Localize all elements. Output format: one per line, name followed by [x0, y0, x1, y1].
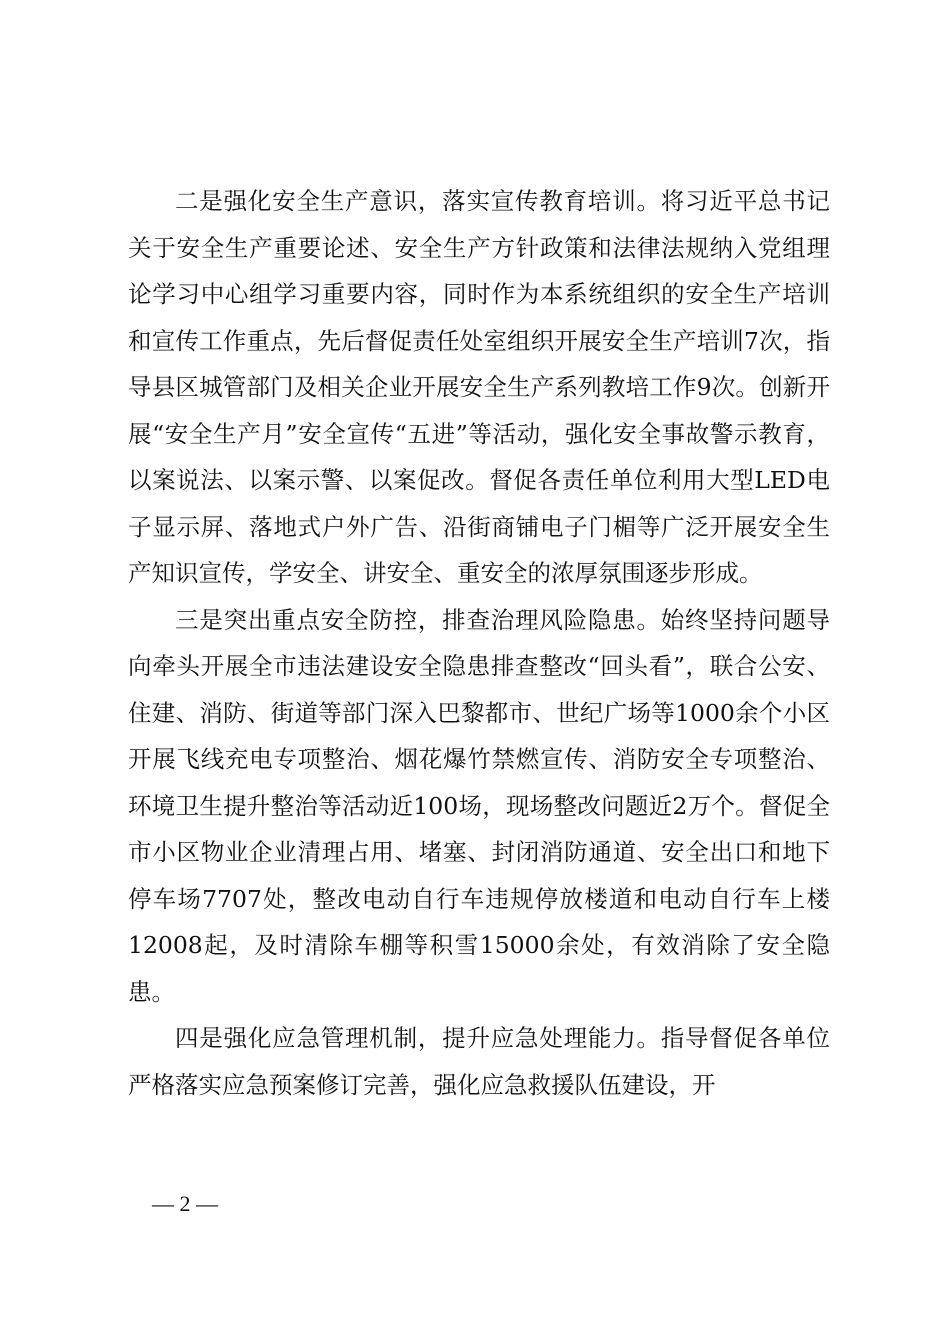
paragraph-emergency-management: 四是强化应急管理机制，提升应急处理能力。指导督促各单位严格落实应急预案修订完善，强化应急救援队伍建设，开 [128, 1024, 830, 1099]
page-number: — 2 — [152, 1191, 218, 1216]
paragraph-safety-education: 二是强化安全生产意识，落实宣传教育培训。将习近平总书记关于安全生产重要论述、安全生产方针政策和法律法规纳入党组理论学习中心组学习重要内容，同时作为本系统组织的安全生产培训和宣传工作重点，先后督促责任处室组织开展安全生产培训7次，指导县区城管部门及相关企业开展安全生产系列教培工作9次。创新开展“安全生产月”安全宣传“五进”等活动，强化安全事故警示教育，以案说法、以案示警、以案促改。督促各责任单位利用大型LED电子显示屏、落地式户外广告、沿街商铺电子门楣等广泛开展安全生产知识宣传，学安全、讲安全、重安全的浓厚氛围逐步形成。 [128, 187, 830, 587]
document-body [128, 178, 830, 1108]
paragraph-risk-control: 三是突出重点安全防控，排查治理风险隐患。始终坚持问题导向牵头开展全市违法建设安全隐患排查整改“回头看”，联合公安、住建、消防、街道等部门深入巴黎都市、世纪广场等1000余个小区开展飞线充电专项整治、烟花爆竹禁燃宣传、消防安全专项整治、环境卫生提升整治等活动近100场，现场整改问题近2万个。督促全市小区物业企业清理占用、堵塞、封闭消防通道、安全出口和地下停车场7707处，整改电动自行车违规停放楼道和电动自行车上楼12008起，及时清除车棚等积雪15000余处，有效消除了安全隐患。 [128, 605, 830, 1006]
